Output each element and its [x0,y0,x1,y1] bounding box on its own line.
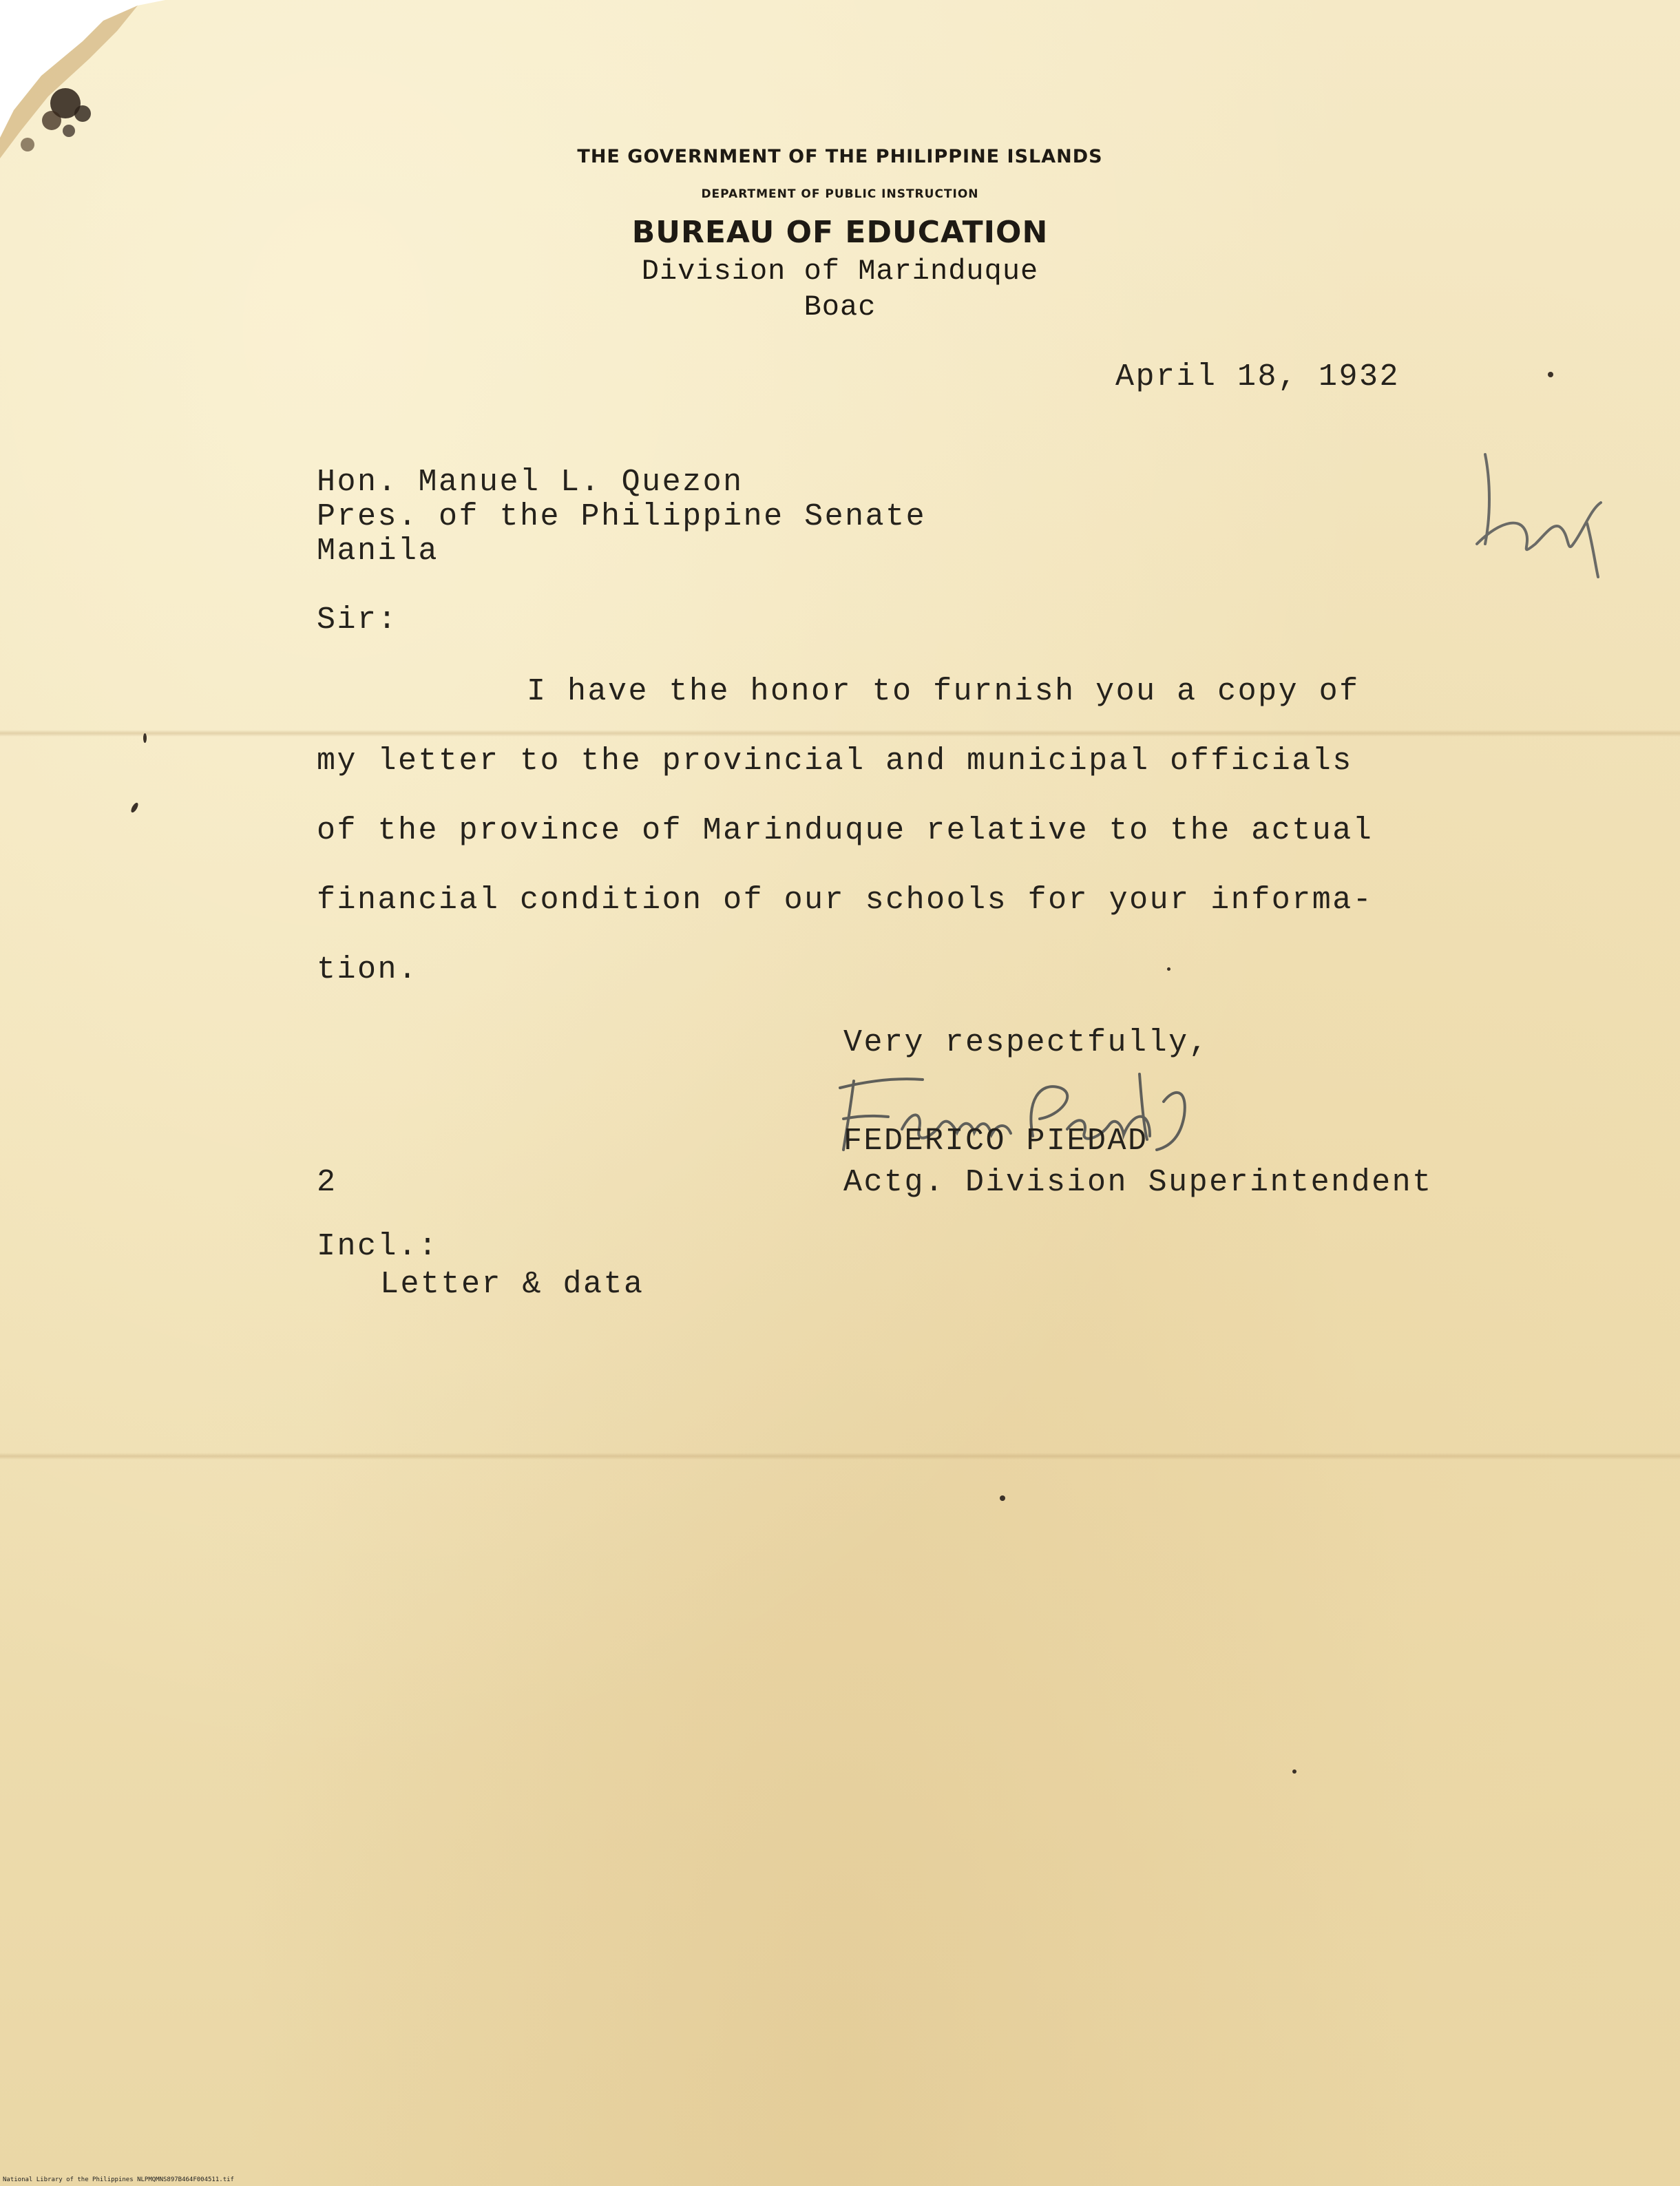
enclosure-item: Letter & data [380,1267,644,1302]
body-line: I have the honor to furnish you a copy of [527,674,1360,709]
letterhead-department: DEPARTMENT OF PUBLIC INSTRUCTION [701,187,979,201]
ink-speck [143,733,147,743]
scan-footer-note: National Library of the Philippines NLPMQMNS897B464F004511.tif [3,2176,234,2183]
ink-speck [1000,1495,1005,1501]
paper-fold-upper [0,730,1680,737]
ink-speck [129,801,139,813]
body-line: my letter to the provincial and municipal officials [317,744,1353,779]
ink-speck [1167,967,1170,971]
ink-speck [1292,1769,1296,1774]
reference-number: 2 [317,1165,337,1200]
body-line: financial condition of our schools for your informa- [317,883,1374,918]
recipient-title: Pres. of the Philippine Senate [317,499,927,534]
recipient-name: Hon. Manuel L. Quezon [317,465,744,500]
letter-date: April 18, 1932 [1115,359,1400,395]
paper-fold-lower [0,1453,1680,1460]
recipient-city: Manila [317,534,439,569]
margin-initial-handwriting [1470,441,1621,578]
torn-corner-icon [0,0,165,165]
signer-name: FEDERICO PIEDAD [843,1124,1148,1159]
letterhead-division: Division of Marinduque [641,255,1039,288]
enclosure-label: Incl.: [317,1229,439,1264]
body-line: tion. [317,952,419,987]
salutation: Sir: [317,602,399,638]
letterhead-bureau: BUREAU OF EDUCATION [631,215,1049,250]
body-line: of the province of Marinduque relative to the actual [317,813,1374,848]
ink-speck [1548,372,1553,377]
signer-title: Actg. Division Superintendent [843,1165,1433,1200]
letterhead-government: THE GOVERNMENT OF THE PHILIPPINE ISLANDS [577,146,1103,167]
closing: Very respectfully, [843,1025,1210,1060]
letterhead-city: Boac [804,291,876,324]
